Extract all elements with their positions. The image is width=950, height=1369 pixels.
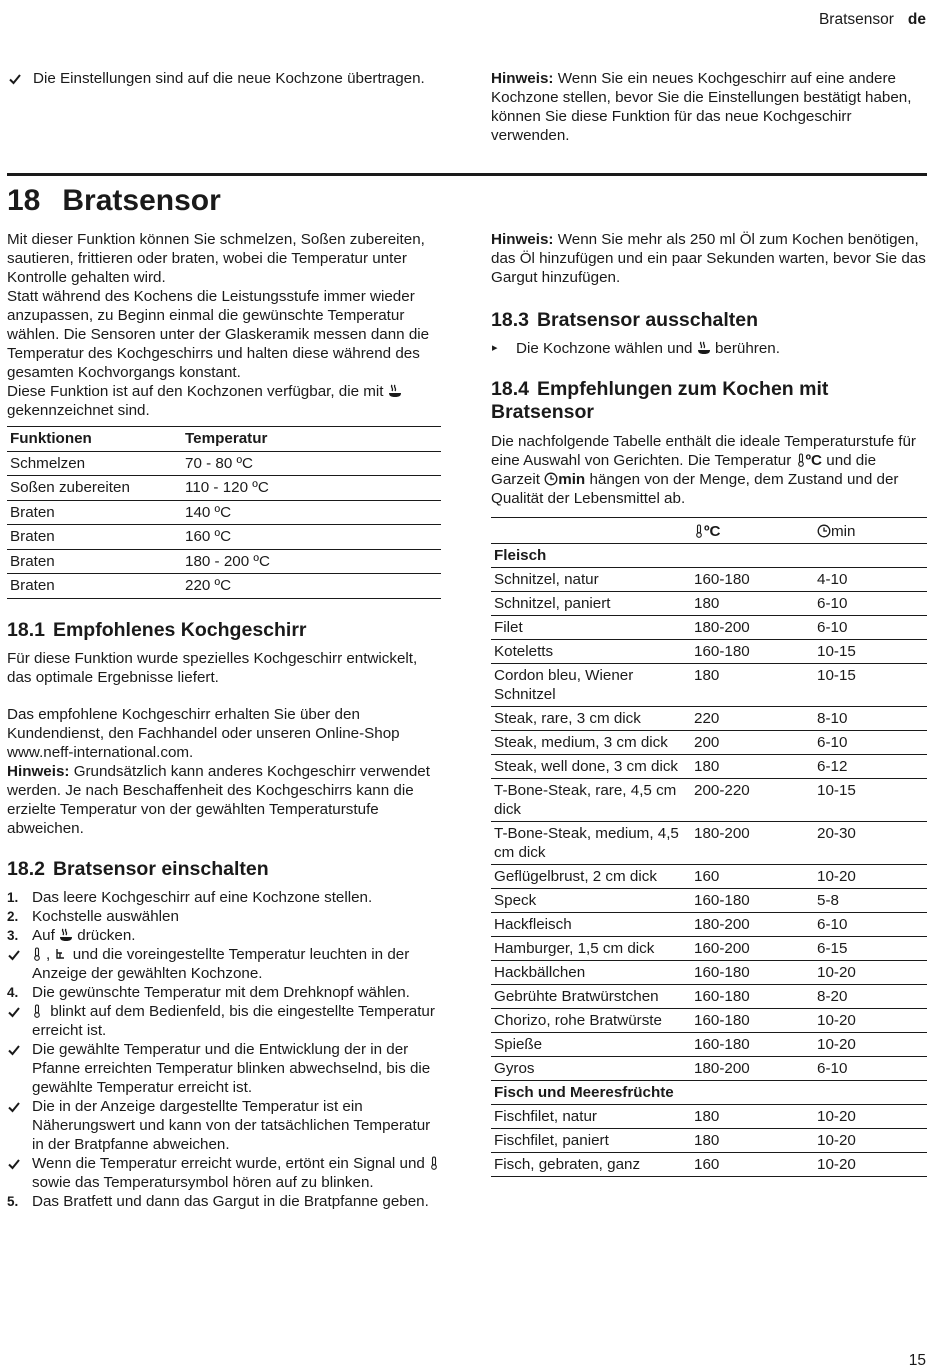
cell-dish: Fischfilet, paniert: [491, 1129, 691, 1153]
cell-dish: Schnitzel, paniert: [491, 592, 691, 616]
chapter-title-text: Bratsensor: [62, 184, 221, 217]
empty-cell: [814, 1081, 927, 1105]
cell-temperature: 110 - 120 ºC: [182, 476, 441, 501]
step-number: 4.: [7, 984, 19, 1000]
note-label: Hinweis:: [491, 70, 554, 87]
cell-temperature: 180: [691, 1105, 814, 1129]
s182-steps: [7, 888, 445, 1211]
header-text: ºC: [704, 523, 721, 540]
result-item: [7, 1040, 445, 1097]
top-left-result: [9, 69, 444, 88]
table-row: [491, 779, 927, 822]
table-row: [491, 961, 927, 985]
step-text: Kochstelle auswählen: [32, 907, 179, 925]
cell-dish: Koteletts: [491, 640, 691, 664]
timer-symbol-icon: [54, 947, 68, 961]
step-text: Das leere Kochgeschirr auf eine Kochzone stellen.: [32, 888, 373, 906]
cell-dish: Gyros: [491, 1057, 691, 1081]
cell-dish: Hackfleisch: [491, 913, 691, 937]
unit-time: min: [558, 471, 586, 488]
s181-paragraph-2: Das empfohlene Kochgeschirr erhalten Sie über den Kundendienst, den Fachhandel oder unseren Online-Shop www.neff-international.com.: [7, 705, 400, 761]
step-item: [7, 1192, 445, 1211]
cell-dish: Steak, medium, 3 cm dick: [491, 731, 691, 755]
cell-time: 6-10: [814, 592, 927, 616]
cell-time: 8-10: [814, 707, 927, 731]
cell-function: Schmelzen: [7, 451, 182, 476]
right-column: [491, 230, 927, 1177]
cell-temperature: 200: [691, 731, 814, 755]
cell-time: 10-15: [814, 664, 927, 707]
step-number: 3.: [7, 927, 19, 943]
cell-dish: Fisch, gebraten, ganz: [491, 1153, 691, 1177]
table-row: [7, 476, 441, 501]
thermometer-icon: [694, 524, 704, 538]
result-text: Die gewählte Temperatur und die Entwicklung der in der Pfanne erreichten Temperatur blinken abwechselnd, bis die gewählte Temperatur erreicht ist.: [32, 1040, 431, 1096]
cell-time: 10-20: [814, 1153, 927, 1177]
table-row: [491, 731, 927, 755]
step-item: [7, 983, 445, 1002]
cell-temperature: 200-220: [691, 779, 814, 822]
header-language: de: [907, 11, 926, 28]
cell-dish: Chorizo, rohe Bratwürste: [491, 1009, 691, 1033]
cell-temperature: 220: [691, 707, 814, 731]
table-row: [7, 451, 441, 476]
chapter-title: [7, 183, 221, 219]
result-text: Die Einstellungen sind auf die neue Kochzone übertragen.: [33, 70, 425, 87]
cell-dish: Geflügelbrust, 2 cm dick: [491, 865, 691, 889]
unit-temp: ºC: [805, 452, 823, 469]
step-text: Die Kochzone wählen und: [516, 340, 693, 357]
cell-dish: Steak, rare, 3 cm dick: [491, 707, 691, 731]
result-text: sowie das Temperatursymbol hören auf zu blinken.: [32, 1173, 374, 1191]
check-icon: [8, 949, 20, 961]
cell-dish: Schnitzel, natur: [491, 568, 691, 592]
function-table: [7, 426, 441, 599]
header-text: min: [831, 523, 856, 540]
cell-temperature: 160-180: [691, 640, 814, 664]
triangle-bullet-icon: ▸: [492, 342, 498, 354]
cell-time: 5-8: [814, 889, 927, 913]
cell-temperature: 160: [691, 1153, 814, 1177]
note-label: Hinweis:: [7, 762, 70, 780]
step-text: Das Bratfett und dann das Gargut in die Bratpfanne geben.: [32, 1192, 429, 1210]
intro-paragraph-3: [7, 382, 445, 420]
thermometer-icon: [429, 1156, 443, 1170]
note-label: Hinweis:: [491, 231, 554, 248]
note-text: Wenn Sie mehr als 250 ml Öl zum Kochen benötigen, das Öl hinzufügen und ein paar Sekunden warten, bevor Sie das Gargut hinzufügen.: [491, 231, 926, 286]
table-row: [491, 616, 927, 640]
col-header-temperature: Temperatur: [182, 427, 441, 452]
cell-temperature: 160-180: [691, 889, 814, 913]
step-number: 1.: [7, 889, 19, 905]
cell-temperature: 180: [691, 664, 814, 707]
step-item: [7, 888, 445, 907]
result-text: Wenn die Temperatur erreicht wurde, ertönt ein Signal und: [32, 1154, 425, 1172]
section-18-2-heading: [7, 858, 445, 881]
step-item: [7, 926, 445, 945]
result-text: und die voreingestellte Temperatur leuchten in der Anzeige der gewählten Kochzone.: [32, 945, 410, 982]
check-icon: [8, 1101, 20, 1113]
chapter-divider: [7, 173, 927, 176]
cell-dish: T-Bone-Steak, medium, 4,5 cm dick: [491, 822, 691, 865]
cell-time: 6-12: [814, 755, 927, 779]
cell-temperature: 160 ºC: [182, 525, 441, 550]
check-icon: [8, 1158, 20, 1170]
cell-function: Braten: [7, 525, 182, 550]
cell-time: 6-10: [814, 913, 927, 937]
table-row: [491, 640, 927, 664]
table-section-row: [491, 544, 927, 568]
cell-function: Soßen zubereiten: [7, 476, 182, 501]
cell-dish: Gebrühte Bratwürstchen: [491, 985, 691, 1009]
cell-temperature: 160-180: [691, 1009, 814, 1033]
cell-temperature: 160-180: [691, 961, 814, 985]
cell-dish: Cordon bleu, Wiener Schnitzel: [491, 664, 691, 707]
intro-paragraph-1: Mit dieser Funktion können Sie schmelzen, Soßen zubereiten, sautieren, frittieren oder braten, wobei die Temperatur unter Kontrolle gehalten wird.: [7, 231, 425, 286]
cell-time: 10-20: [814, 1129, 927, 1153]
check-icon: [8, 1006, 20, 1018]
s181-paragraph-1: Für diese Funktion wurde spezielles Kochgeschirr entwickelt, das optimale Ergebnisse liefert.: [7, 649, 418, 686]
section-title: Empfohlenes Kochgeschirr: [52, 618, 307, 641]
table-row: [491, 1153, 927, 1177]
cell-time: 4-10: [814, 568, 927, 592]
s183-step: [491, 339, 927, 358]
header-section: Bratsensor: [818, 11, 894, 28]
note-text: Wenn Sie ein neues Kochgeschirr auf eine andere Kochzone stellen, bevor Sie die Einstellungen bestätigt haben, können Sie diese Funktion für das neue Kochgeschirr verwenden.: [491, 70, 912, 144]
cell-temperature: 180-200: [691, 913, 814, 937]
step-text: berühren.: [714, 340, 780, 357]
frying-sensor-icon: [697, 341, 711, 355]
table-row: [491, 865, 927, 889]
table-row: [491, 822, 927, 865]
cell-temperature: 180: [691, 592, 814, 616]
s184-paragraph: [491, 432, 927, 508]
result-item: [7, 1154, 445, 1192]
section-title: Bratsensor ausschalten: [536, 309, 759, 331]
result-item: [7, 1097, 445, 1154]
cell-function: Braten: [7, 549, 182, 574]
cell-temperature: 180: [691, 755, 814, 779]
cell-temperature: 220 ºC: [182, 574, 441, 599]
result-text: Die in der Anzeige dargestellte Temperatur ist ein Näherungswert und kann von der tatsächlichen Temperatur in der Bratpfanne abweichen.: [32, 1097, 431, 1153]
section-number: 18.2: [7, 857, 45, 880]
col-header-functions: Funktionen: [7, 427, 182, 452]
table-row: [7, 525, 441, 550]
table-row: [7, 574, 441, 599]
cell-time: 8-20: [814, 985, 927, 1009]
cell-time: 6-10: [814, 616, 927, 640]
cell-temperature: 160-180: [691, 1033, 814, 1057]
cell-temperature: 180-200: [691, 616, 814, 640]
cell-dish: Steak, well done, 3 cm dick: [491, 755, 691, 779]
recommendation-table: [491, 517, 927, 1177]
page-number: 15: [908, 1352, 926, 1369]
cell-temperature: 160-180: [691, 568, 814, 592]
cell-time: 10-20: [814, 865, 927, 889]
cell-temperature: 180-200: [691, 822, 814, 865]
table-row: [491, 568, 927, 592]
empty-cell: [814, 544, 927, 568]
cell-dish: Fischfilet, natur: [491, 1105, 691, 1129]
paragraph-text: Die nachfolgende Tabelle enthält die ideale Temperaturstufe für eine Auswahl von Gerichten. Die Temperatur: [491, 433, 916, 469]
chapter-number: 18: [7, 184, 41, 217]
cell-dish: Speck: [491, 889, 691, 913]
table-row: [491, 913, 927, 937]
recommendation-table-body: [491, 544, 927, 1177]
table-header-row: [7, 427, 441, 452]
intro-paragraph-2: Statt während des Kochens die Leistungsstufe immer wieder anzupassen, zu Beginn einmal die gewünschte Temperatur wählen. Die Sensoren unter der Glaskeramik messen dann die Temperatur des Kochgeschirrs und halten diese während des gesamten Kochvorgangs konstant.: [7, 288, 430, 381]
left-column: [7, 230, 445, 1211]
s181-note: [7, 762, 445, 838]
section-label: Fisch und Meeresfrüchte: [491, 1081, 691, 1105]
cell-dish: Hamburger, 1,5 cm dick: [491, 937, 691, 961]
cell-temperature: 180: [691, 1129, 814, 1153]
step-text: Die gewünschte Temperatur mit dem Drehknopf wählen.: [32, 983, 410, 1001]
table-row: [491, 664, 927, 707]
table-row: [491, 1033, 927, 1057]
cell-time: 10-20: [814, 1009, 927, 1033]
table-header-row: [491, 518, 927, 544]
table-row: [491, 755, 927, 779]
table-row: [491, 707, 927, 731]
cell-dish: T-Bone-Steak, rare, 4,5 cm dick: [491, 779, 691, 822]
table-row: [491, 1105, 927, 1129]
cell-temperature: 180-200: [691, 1057, 814, 1081]
cell-time: 6-10: [814, 1057, 927, 1081]
clock-icon: [544, 472, 558, 486]
empty-cell: [691, 1081, 814, 1105]
table-row: [7, 549, 441, 574]
note-text: Grundsätzlich kann anderes Kochgeschirr verwendet werden. Je nach Beschaffenheit des Kochgeschirrs kann die erzielte Temperatur von der gewählten Temperaturstufe abweichen.: [7, 762, 430, 837]
section-18-3-heading: [491, 309, 927, 332]
right-note: [491, 230, 927, 287]
thermometer-icon: [796, 453, 806, 467]
result-text: blinkt auf dem Bedienfeld, bis die eingestellte Temperatur erreicht ist.: [32, 1002, 435, 1039]
result-item: [7, 1002, 445, 1040]
cell-temperature: 180 - 200 ºC: [182, 549, 441, 574]
step-number: 5.: [7, 1193, 19, 1209]
cell-time: 6-15: [814, 937, 927, 961]
frying-sensor-icon: [59, 928, 73, 942]
table-row: [491, 937, 927, 961]
paragraph-text: und die Garzeit: [491, 452, 877, 488]
cell-temperature: 160-180: [691, 985, 814, 1009]
step-number: 2.: [7, 908, 19, 924]
step-item: [7, 907, 445, 926]
section-title: Empfehlungen zum Kochen mit Bratsensor: [491, 378, 829, 423]
cell-time: 10-20: [814, 961, 927, 985]
step-text: Auf: [32, 926, 55, 944]
clock-icon: [817, 524, 831, 538]
cell-dish: Hackbällchen: [491, 961, 691, 985]
thermometer-icon: [32, 947, 46, 961]
cell-time: 10-20: [814, 1105, 927, 1129]
cell-dish: Filet: [491, 616, 691, 640]
table-row: [491, 1057, 927, 1081]
table-row: [7, 500, 441, 525]
step-text: drücken.: [77, 926, 136, 944]
running-header: [819, 10, 926, 29]
paragraph-text: hängen von der Menge, dem Zustand und der Qualität der Lebensmittel ab.: [491, 471, 899, 507]
check-icon: [8, 1044, 20, 1056]
top-right-note: [491, 69, 921, 145]
cell-temperature: 160-200: [691, 937, 814, 961]
table-row: [491, 592, 927, 616]
table-row: [491, 889, 927, 913]
section-18-4-heading: [491, 378, 927, 424]
intro-p3-a: Diese Funktion ist auf den Kochzonen verfügbar, die mit: [7, 383, 384, 400]
cell-time: 20-30: [814, 822, 927, 865]
section-number: 18.4: [491, 378, 529, 400]
check-icon: [9, 73, 21, 85]
empty-cell: [691, 544, 814, 568]
cell-time: 10-20: [814, 1033, 927, 1057]
table-row: [491, 985, 927, 1009]
col-header-temperature: [691, 518, 814, 544]
section-number: 18.1: [7, 618, 45, 641]
thermometer-icon: [32, 1004, 46, 1018]
cell-temperature: 70 - 80 ºC: [182, 451, 441, 476]
cell-time: 10-15: [814, 640, 927, 664]
cell-dish: Spieße: [491, 1033, 691, 1057]
frying-sensor-icon: [388, 384, 402, 398]
cell-function: Braten: [7, 574, 182, 599]
col-header-dish: [491, 518, 691, 544]
section-label: Fleisch: [491, 544, 691, 568]
cell-time: 10-15: [814, 779, 927, 822]
intro-p3-b: gekennzeichnet sind.: [7, 402, 150, 419]
section-number: 18.3: [491, 309, 529, 331]
section-title: Bratsensor einschalten: [52, 857, 269, 880]
cell-temperature: 160: [691, 865, 814, 889]
result-item: , und die voreingestellte Temperatur leuchten in der Anzeige der gewählten Kochzone.: [7, 945, 445, 983]
cell-function: Braten: [7, 500, 182, 525]
cell-time: 6-10: [814, 731, 927, 755]
table-section-row: [491, 1081, 927, 1105]
col-header-time: [814, 518, 927, 544]
table-row: [491, 1129, 927, 1153]
cell-temperature: 140 ºC: [182, 500, 441, 525]
section-18-1-heading: [7, 619, 445, 642]
table-row: [491, 1009, 927, 1033]
